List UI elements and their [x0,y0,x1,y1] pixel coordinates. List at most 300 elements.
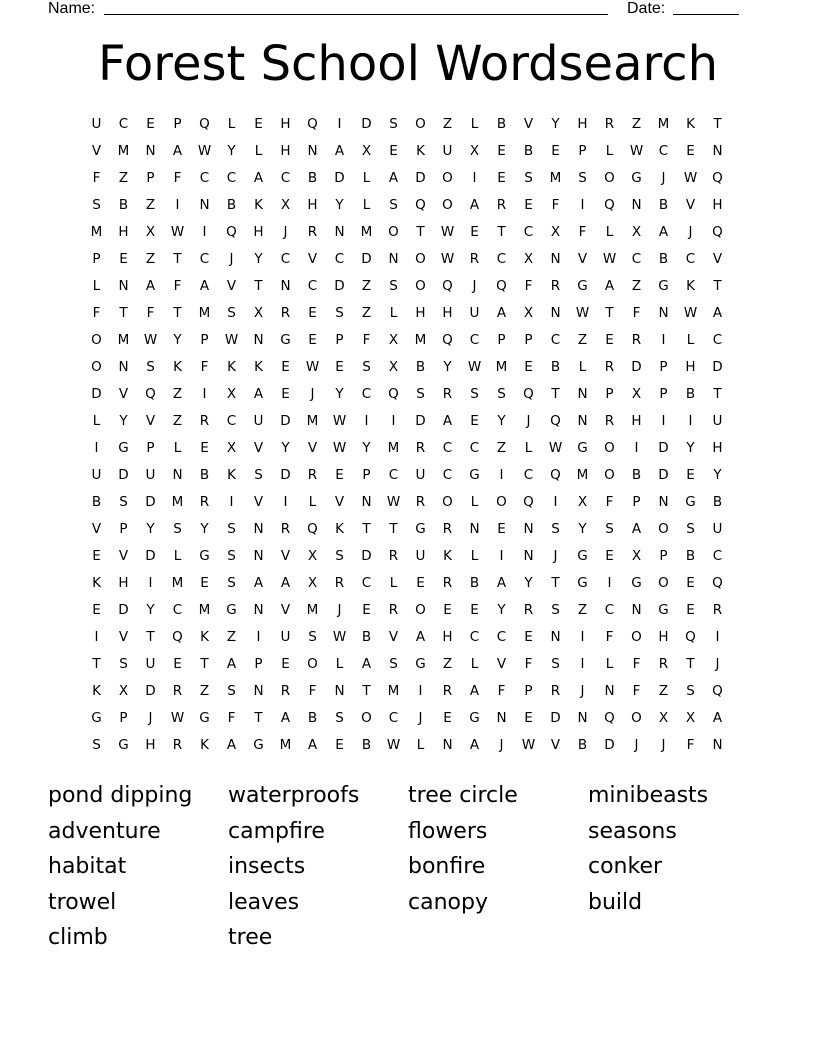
grid-cell[interactable]: Q [442,332,453,348]
grid-cell[interactable]: K [200,737,209,753]
grid-cell[interactable]: C [712,548,723,564]
grid-cell[interactable]: O [442,170,453,186]
grid-cell[interactable]: A [469,683,480,699]
grid-cell[interactable]: F [686,737,695,753]
grid-cell[interactable]: L [389,305,398,321]
grid-cell[interactable]: V [388,629,399,645]
grid-cell[interactable]: J [148,710,153,726]
grid-cell[interactable]: A [145,278,156,294]
grid-cell[interactable]: Z [442,656,453,672]
grid-cell[interactable]: Z [442,116,453,132]
grid-cell[interactable]: R [199,494,210,510]
grid-cell[interactable]: C [496,629,507,645]
grid-cell[interactable]: G [253,737,264,753]
grid-cell[interactable]: N [145,143,156,159]
grid-cell[interactable]: Q [307,521,318,537]
grid-cell[interactable]: S [578,170,587,186]
grid-cell[interactable]: I [256,629,261,645]
grid-cell[interactable]: D [361,116,372,132]
grid-cell[interactable]: Y [713,467,722,483]
grid-cell[interactable]: N [388,251,399,267]
grid-cell[interactable]: G [577,440,588,456]
grid-cell[interactable]: A [334,143,345,159]
grid-cell[interactable]: I [499,467,504,483]
grid-cell[interactable]: D [550,710,561,726]
grid-cell[interactable]: R [442,521,453,537]
grid-cell[interactable]: J [661,737,666,753]
grid-cell[interactable]: Y [173,332,182,348]
grid-cell[interactable]: N [631,602,642,618]
grid-cell[interactable]: W [683,170,698,186]
grid-cell[interactable]: I [472,170,477,186]
name-field[interactable] [104,14,608,15]
grid-cell[interactable]: Q [415,197,426,213]
grid-cell[interactable]: M [657,116,670,132]
grid-cell[interactable]: V [307,251,318,267]
grid-cell[interactable]: V [118,548,129,564]
grid-cell[interactable]: B [361,737,372,753]
grid-cell[interactable]: F [173,170,182,186]
grid-cell[interactable]: P [92,251,101,267]
grid-cell[interactable]: G [631,575,642,591]
grid-cell[interactable]: Q [685,629,696,645]
grid-cell[interactable]: F [146,305,155,321]
grid-cell[interactable]: B [550,359,561,375]
grid-cell[interactable]: N [712,737,723,753]
grid-cell[interactable]: T [173,305,182,321]
grid-cell[interactable]: P [659,386,668,402]
grid-cell[interactable]: I [580,629,585,645]
grid-cell[interactable]: Q [604,197,615,213]
grid-cell[interactable]: V [91,521,102,537]
grid-cell[interactable]: M [117,332,130,348]
grid-cell[interactable]: M [387,683,400,699]
grid-cell[interactable]: W [548,440,563,456]
grid-cell[interactable]: P [497,332,506,348]
grid-cell[interactable]: J [580,683,585,699]
grid-cell[interactable]: E [605,332,614,348]
grid-cell[interactable]: L [308,494,317,510]
grid-cell[interactable]: J [715,656,720,672]
grid-cell[interactable]: P [605,386,614,402]
grid-cell[interactable]: G [469,467,480,483]
grid-cell[interactable]: V [145,413,156,429]
grid-cell[interactable]: R [415,494,426,510]
grid-cell[interactable]: M [171,575,184,591]
grid-cell[interactable]: F [308,683,317,699]
grid-cell[interactable]: Y [335,386,344,402]
grid-cell[interactable]: C [226,170,237,186]
grid-cell[interactable]: C [685,251,696,267]
grid-cell[interactable]: O [658,575,669,591]
grid-cell[interactable]: N [253,548,264,564]
grid-cell[interactable]: N [550,629,561,645]
grid-cell[interactable]: P [335,332,344,348]
grid-cell[interactable]: E [605,548,614,564]
grid-cell[interactable]: A [469,197,480,213]
grid-cell[interactable]: K [227,359,236,375]
grid-cell[interactable]: Y [119,413,128,429]
grid-cell[interactable]: S [470,386,479,402]
grid-cell[interactable]: D [334,170,345,186]
grid-cell[interactable]: A [226,656,237,672]
grid-cell[interactable]: W [197,143,212,159]
grid-cell[interactable]: G [577,278,588,294]
grid-cell[interactable]: I [418,683,423,699]
grid-cell[interactable]: U [253,413,264,429]
grid-cell[interactable]: F [632,656,641,672]
grid-cell[interactable]: X [631,224,642,240]
grid-cell[interactable]: P [524,683,533,699]
grid-cell[interactable]: I [661,413,666,429]
grid-cell[interactable]: Q [307,116,318,132]
grid-cell[interactable]: F [605,629,614,645]
grid-cell[interactable]: G [118,737,129,753]
grid-cell[interactable]: V [577,251,588,267]
grid-cell[interactable]: E [335,359,344,375]
grid-cell[interactable]: X [253,305,264,321]
grid-cell[interactable]: O [91,332,102,348]
grid-cell[interactable]: Z [172,413,183,429]
grid-cell[interactable]: V [280,548,291,564]
grid-cell[interactable]: T [389,521,398,537]
grid-cell[interactable]: E [470,602,479,618]
grid-cell[interactable]: N [118,278,129,294]
grid-cell[interactable]: P [146,440,155,456]
grid-cell[interactable]: O [415,602,426,618]
grid-cell[interactable]: T [416,224,425,240]
grid-cell[interactable]: C [496,251,507,267]
grid-cell[interactable]: Q [172,629,183,645]
grid-cell[interactable]: L [173,548,182,564]
grid-cell[interactable]: N [199,197,210,213]
grid-cell[interactable]: L [92,413,101,429]
grid-cell[interactable]: R [172,737,183,753]
grid-cell[interactable]: N [712,143,723,159]
grid-cell[interactable]: H [442,305,453,321]
grid-cell[interactable]: D [631,359,642,375]
grid-cell[interactable]: E [497,170,506,186]
grid-cell[interactable]: K [254,359,263,375]
grid-cell[interactable]: X [307,575,318,591]
grid-cell[interactable]: Q [523,494,534,510]
grid-cell[interactable]: U [91,467,102,483]
grid-cell[interactable]: X [658,710,669,726]
grid-cell[interactable]: M [279,737,292,753]
grid-cell[interactable]: C [550,332,561,348]
grid-cell[interactable]: T [254,710,263,726]
grid-cell[interactable]: Z [361,305,372,321]
grid-cell[interactable]: E [497,521,506,537]
grid-cell[interactable]: L [605,656,614,672]
grid-cell[interactable]: L [578,359,587,375]
grid-cell[interactable]: D [361,251,372,267]
grid-cell[interactable]: E [497,143,506,159]
grid-cell[interactable]: C [334,251,345,267]
grid-cell[interactable]: O [415,278,426,294]
grid-cell[interactable]: I [499,548,504,564]
grid-cell[interactable]: Y [578,521,587,537]
grid-cell[interactable]: X [631,548,642,564]
grid-cell[interactable]: J [553,548,558,564]
grid-cell[interactable]: N [334,224,345,240]
grid-cell[interactable]: E [686,467,695,483]
grid-cell[interactable]: S [389,656,398,672]
grid-cell[interactable]: S [227,305,236,321]
grid-cell[interactable]: H [307,197,318,213]
grid-cell[interactable]: E [524,710,533,726]
grid-cell[interactable]: E [470,413,479,429]
grid-cell[interactable]: O [604,170,615,186]
grid-cell[interactable]: I [229,494,234,510]
grid-cell[interactable]: S [335,548,344,564]
grid-cell[interactable]: V [334,494,345,510]
grid-cell[interactable]: T [713,386,722,402]
grid-cell[interactable]: W [575,305,590,321]
grid-cell[interactable]: S [551,602,560,618]
grid-cell[interactable]: D [118,467,129,483]
grid-cell[interactable]: V [496,656,507,672]
grid-cell[interactable]: T [713,278,722,294]
grid-cell[interactable]: A [658,224,669,240]
grid-cell[interactable]: B [685,386,696,402]
grid-cell[interactable]: C [469,332,480,348]
grid-cell[interactable]: E [281,359,290,375]
grid-cell[interactable]: E [281,386,290,402]
grid-cell[interactable]: V [523,116,534,132]
grid-cell[interactable]: J [229,251,234,267]
grid-cell[interactable]: I [634,440,639,456]
grid-cell[interactable]: A [199,278,210,294]
grid-cell[interactable]: S [227,521,236,537]
grid-cell[interactable]: U [280,629,291,645]
grid-cell[interactable]: B [307,710,318,726]
grid-cell[interactable]: C [361,575,372,591]
grid-cell[interactable]: A [307,737,318,753]
grid-cell[interactable]: C [388,467,399,483]
grid-cell[interactable]: J [499,737,504,753]
grid-cell[interactable]: A [226,737,237,753]
grid-cell[interactable]: A [604,278,615,294]
grid-cell[interactable]: A [280,575,291,591]
grid-cell[interactable]: K [335,521,344,537]
grid-cell[interactable]: Y [227,143,236,159]
grid-cell[interactable]: W [143,332,158,348]
grid-cell[interactable]: X [118,683,129,699]
grid-cell[interactable]: C [442,440,453,456]
grid-cell[interactable]: S [119,656,128,672]
grid-cell[interactable]: R [442,683,453,699]
grid-cell[interactable]: Y [524,575,533,591]
grid-cell[interactable]: B [577,737,588,753]
grid-cell[interactable]: N [361,494,372,510]
grid-cell[interactable]: C [199,170,210,186]
grid-cell[interactable]: S [389,116,398,132]
grid-cell[interactable]: E [119,251,128,267]
grid-cell[interactable]: F [524,278,533,294]
grid-cell[interactable]: H [658,629,669,645]
grid-cell[interactable]: N [118,359,129,375]
grid-cell[interactable]: S [551,521,560,537]
grid-cell[interactable]: X [388,332,399,348]
grid-cell[interactable]: T [254,278,263,294]
grid-cell[interactable]: J [634,737,639,753]
grid-cell[interactable]: B [658,251,669,267]
grid-cell[interactable]: I [94,440,99,456]
grid-cell[interactable]: C [280,251,291,267]
grid-cell[interactable]: E [335,467,344,483]
grid-cell[interactable]: F [632,683,641,699]
grid-cell[interactable]: A [442,413,453,429]
grid-cell[interactable]: E [92,548,101,564]
grid-cell[interactable]: K [92,683,101,699]
grid-cell[interactable]: C [307,278,318,294]
grid-cell[interactable]: E [362,602,371,618]
grid-cell[interactable]: J [688,224,693,240]
grid-cell[interactable]: P [632,494,641,510]
grid-cell[interactable]: S [227,575,236,591]
grid-cell[interactable]: N [280,278,291,294]
grid-cell[interactable]: N [577,386,588,402]
grid-cell[interactable]: H [712,440,723,456]
grid-cell[interactable]: M [306,602,319,618]
grid-cell[interactable]: A [361,656,372,672]
grid-cell[interactable]: G [658,278,669,294]
grid-cell[interactable]: D [91,386,102,402]
grid-cell[interactable]: A [388,170,399,186]
grid-cell[interactable]: U [91,116,102,132]
grid-cell[interactable]: F [92,305,101,321]
grid-cell[interactable]: G [658,602,669,618]
grid-cell[interactable]: W [629,143,644,159]
grid-cell[interactable]: G [415,656,426,672]
grid-cell[interactable]: R [442,575,453,591]
grid-cell[interactable]: Q [604,710,615,726]
grid-cell[interactable]: Y [497,413,506,429]
grid-cell[interactable]: L [686,332,695,348]
grid-cell[interactable]: N [469,521,480,537]
grid-cell[interactable]: Z [226,629,237,645]
grid-cell[interactable]: C [199,251,210,267]
grid-cell[interactable]: Z [199,683,210,699]
grid-cell[interactable]: Z [631,278,642,294]
grid-cell[interactable]: O [496,494,507,510]
grid-cell[interactable]: G [199,710,210,726]
grid-cell[interactable]: L [254,143,263,159]
grid-cell[interactable]: N [442,737,453,753]
grid-cell[interactable]: Z [631,116,642,132]
grid-cell[interactable]: O [442,197,453,213]
grid-cell[interactable]: B [685,548,696,564]
grid-cell[interactable]: U [415,467,426,483]
grid-cell[interactable]: D [658,467,669,483]
grid-cell[interactable]: T [362,683,371,699]
grid-cell[interactable]: C [658,143,669,159]
grid-cell[interactable]: V [253,494,264,510]
grid-cell[interactable]: W [224,332,239,348]
grid-cell[interactable]: S [686,683,695,699]
grid-cell[interactable]: L [173,440,182,456]
grid-cell[interactable]: T [173,251,182,267]
grid-cell[interactable]: U [712,413,723,429]
grid-cell[interactable]: B [91,494,102,510]
grid-cell[interactable]: E [200,575,209,591]
grid-cell[interactable]: H [712,197,723,213]
grid-cell[interactable]: G [118,440,129,456]
grid-cell[interactable]: C [118,116,129,132]
grid-cell[interactable]: W [386,737,401,753]
grid-cell[interactable]: I [283,494,288,510]
grid-cell[interactable]: C [361,386,372,402]
grid-cell[interactable]: V [712,251,723,267]
grid-cell[interactable]: D [145,494,156,510]
grid-cell[interactable]: J [418,710,423,726]
grid-cell[interactable]: S [605,521,614,537]
grid-cell[interactable]: I [202,386,207,402]
grid-cell[interactable]: X [145,224,156,240]
grid-cell[interactable]: A [253,170,264,186]
grid-cell[interactable]: L [605,224,614,240]
grid-cell[interactable]: B [415,359,426,375]
grid-cell[interactable]: E [686,602,695,618]
grid-cell[interactable]: U [712,521,723,537]
grid-cell[interactable]: Z [145,251,156,267]
grid-cell[interactable]: E [551,143,560,159]
grid-cell[interactable]: E [254,116,263,132]
grid-cell[interactable]: K [443,548,452,564]
grid-cell[interactable]: A [172,143,183,159]
grid-cell[interactable]: N [253,602,264,618]
grid-cell[interactable]: B [118,197,129,213]
grid-cell[interactable]: A [712,710,723,726]
grid-cell[interactable]: K [200,629,209,645]
grid-cell[interactable]: B [712,494,723,510]
grid-cell[interactable]: X [631,386,642,402]
grid-cell[interactable]: B [307,170,318,186]
grid-cell[interactable]: G [631,170,642,186]
grid-cell[interactable]: F [92,170,101,186]
grid-cell[interactable]: Z [577,332,588,348]
grid-cell[interactable]: L [470,656,479,672]
grid-cell[interactable]: Q [199,116,210,132]
grid-cell[interactable]: R [550,683,561,699]
grid-cell[interactable]: X [226,386,237,402]
grid-cell[interactable]: M [387,440,400,456]
grid-cell[interactable]: X [469,143,480,159]
grid-cell[interactable]: T [146,629,155,645]
grid-cell[interactable]: F [362,332,371,348]
grid-cell[interactable]: K [416,143,425,159]
grid-cell[interactable]: B [361,629,372,645]
grid-cell[interactable]: P [578,143,587,159]
grid-cell[interactable]: G [226,602,237,618]
grid-cell[interactable]: W [170,710,185,726]
grid-cell[interactable]: J [472,278,477,294]
grid-cell[interactable]: E [92,602,101,618]
grid-cell[interactable]: E [281,656,290,672]
grid-cell[interactable]: D [118,602,129,618]
grid-cell[interactable]: B [631,467,642,483]
grid-cell[interactable]: R [604,116,615,132]
grid-cell[interactable]: B [199,467,210,483]
grid-cell[interactable]: S [254,467,263,483]
grid-cell[interactable]: H [118,575,129,591]
grid-cell[interactable]: P [146,170,155,186]
grid-cell[interactable]: W [467,359,482,375]
grid-cell[interactable]: Q [712,683,723,699]
grid-cell[interactable]: G [577,575,588,591]
grid-cell[interactable]: N [604,683,615,699]
